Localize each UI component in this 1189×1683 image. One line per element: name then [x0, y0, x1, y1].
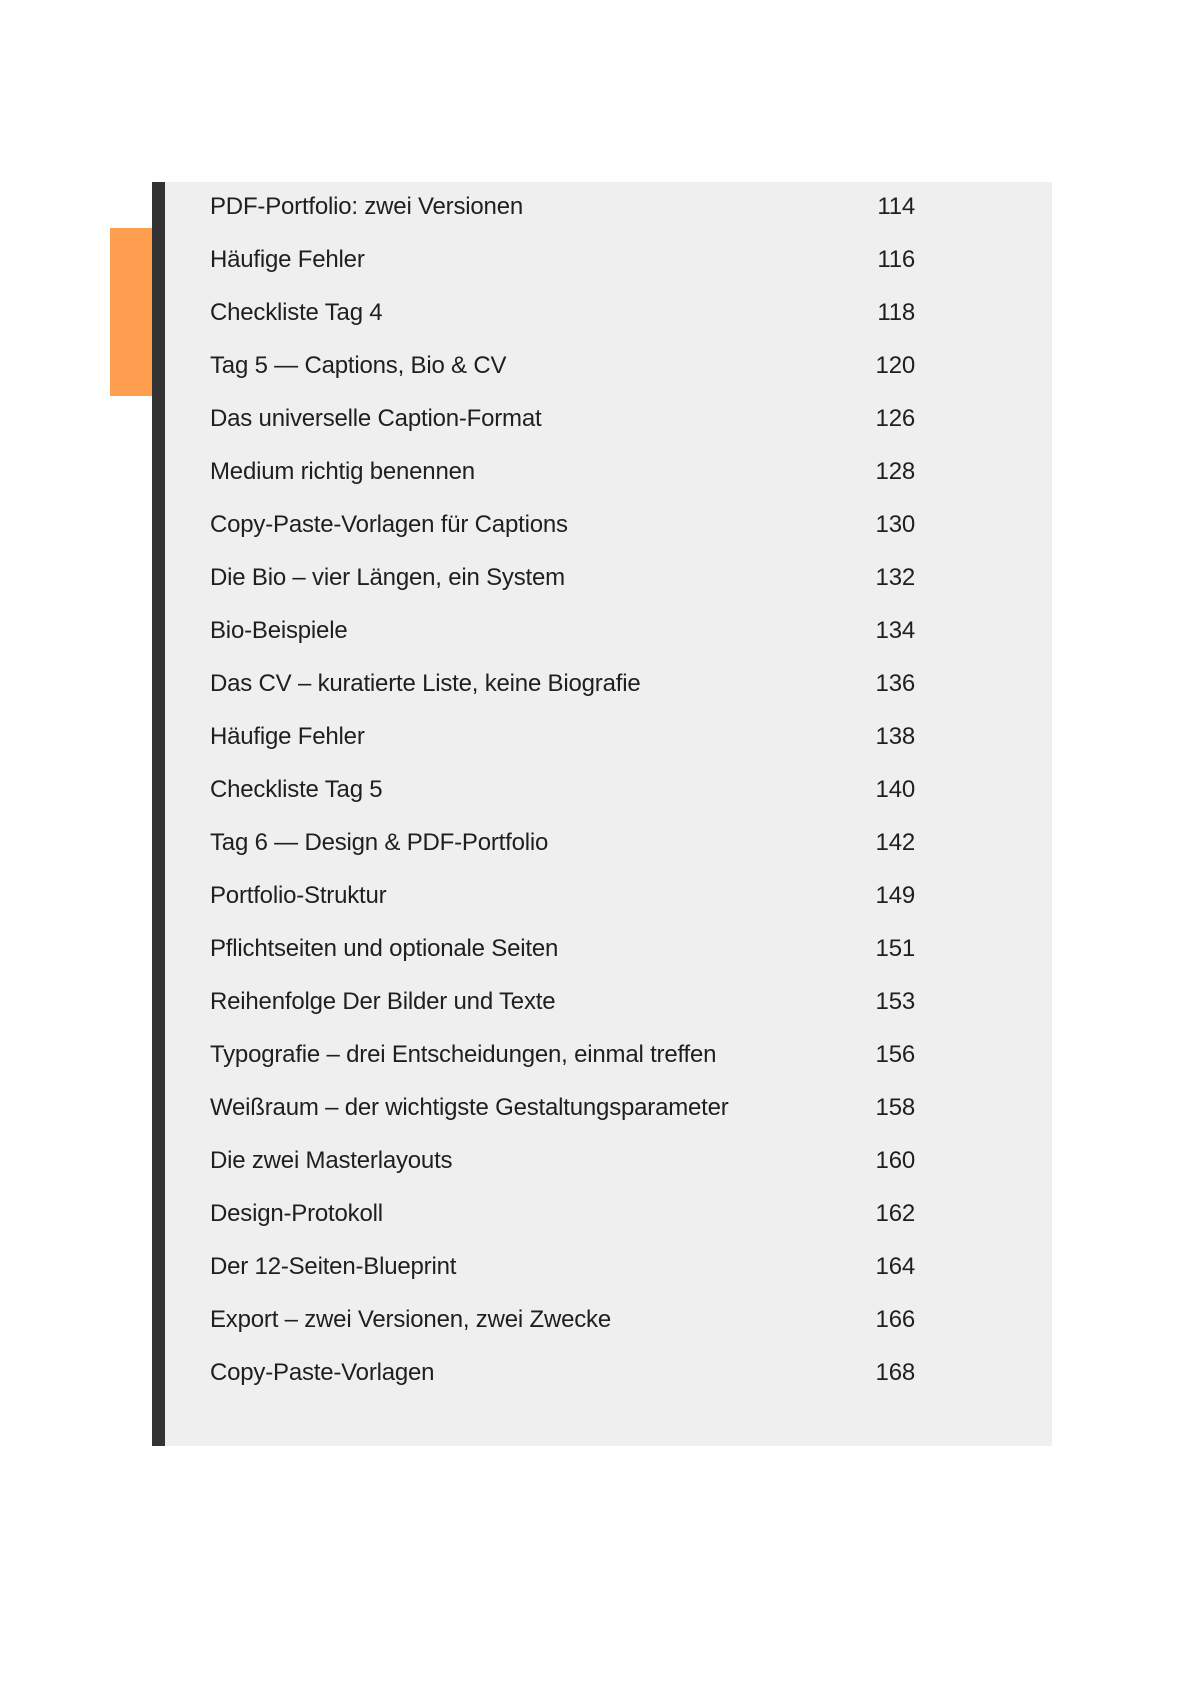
- toc-entry-page: 164: [875, 1252, 915, 1280]
- toc-entry-page: 114: [877, 192, 915, 220]
- toc-entry-title: Häufige Fehler: [210, 245, 365, 273]
- toc-entry-title: Typografie – drei Entscheidungen, einmal treffen: [210, 1040, 717, 1068]
- toc-entry-page: 162: [875, 1199, 915, 1227]
- toc-entry-title: Der 12-Seiten-Blueprint: [210, 1252, 457, 1280]
- toc-entry[interactable]: [210, 710, 915, 763]
- toc-entry-title: Design-Protokoll: [210, 1199, 383, 1227]
- toc-entry-page: 151: [875, 934, 915, 962]
- toc-entry-page: 142: [875, 828, 915, 856]
- toc-entry-page: 149: [875, 881, 915, 909]
- toc-entry[interactable]: [210, 657, 915, 710]
- toc-entry-page: 134: [875, 616, 915, 644]
- toc-entry-title: Das CV – kuratierte Liste, keine Biografie: [210, 669, 641, 697]
- toc-entry-page: 168: [875, 1358, 915, 1386]
- toc-entry-page: 126: [875, 404, 915, 432]
- toc-entry[interactable]: [210, 180, 915, 233]
- toc-entry-title: Pflichtseiten und optionale Seiten: [210, 934, 559, 962]
- toc-entry-page: 116: [877, 245, 915, 273]
- toc-entry-title: Reihenfolge Der Bilder und Texte: [210, 987, 556, 1015]
- toc-entry-page: 160: [875, 1146, 915, 1174]
- toc-entry-title: PDF-Portfolio: zwei Versionen: [210, 192, 523, 220]
- toc-entry-page: 136: [875, 669, 915, 697]
- toc-entry-title: Tag 5 — Captions, Bio & CV: [210, 351, 507, 379]
- toc-entry[interactable]: [210, 816, 915, 869]
- toc-entry-page: 158: [875, 1093, 915, 1121]
- toc-entry[interactable]: [210, 551, 915, 604]
- toc-entry[interactable]: [210, 1028, 915, 1081]
- toc-entry[interactable]: [210, 392, 915, 445]
- toc-entry-page: 130: [875, 510, 915, 538]
- toc-entry[interactable]: [210, 1346, 915, 1399]
- toc-entry-title: Bio-Beispiele: [210, 616, 348, 644]
- orange-accent-tab: [110, 228, 152, 396]
- toc-entry-page: 132: [875, 563, 915, 591]
- toc-entry[interactable]: [210, 975, 915, 1028]
- toc-entry[interactable]: [210, 286, 915, 339]
- toc-entry-title: Portfolio-Struktur: [210, 881, 387, 909]
- toc-entry-title: Checkliste Tag 5: [210, 775, 383, 803]
- toc-entry-title: Tag 6 — Design & PDF-Portfolio: [210, 828, 549, 856]
- toc-entry[interactable]: [210, 869, 915, 922]
- table-of-contents: [210, 180, 915, 1399]
- toc-entry[interactable]: [210, 445, 915, 498]
- toc-entry-page: 140: [875, 775, 915, 803]
- toc-entry-page: 118: [877, 298, 915, 326]
- toc-entry-title: Die zwei Masterlayouts: [210, 1146, 453, 1174]
- toc-entry-title: Export – zwei Versionen, zwei Zwecke: [210, 1305, 611, 1333]
- toc-entry-page: 120: [875, 351, 915, 379]
- toc-entry-title: Checkliste Tag 4: [210, 298, 383, 326]
- toc-entry[interactable]: [210, 1134, 915, 1187]
- toc-entry[interactable]: [210, 604, 915, 657]
- toc-entry[interactable]: [210, 922, 915, 975]
- toc-entry[interactable]: [210, 1240, 915, 1293]
- toc-entry-page: 166: [875, 1305, 915, 1333]
- toc-entry-title: Häufige Fehler: [210, 722, 365, 750]
- toc-entry[interactable]: [210, 1293, 915, 1346]
- toc-entry-page: 128: [875, 457, 915, 485]
- toc-entry-page: 153: [875, 987, 915, 1015]
- toc-entry-title: Das universelle Caption-Format: [210, 404, 542, 432]
- toc-entry[interactable]: [210, 1081, 915, 1134]
- toc-entry[interactable]: [210, 763, 915, 816]
- toc-entry[interactable]: [210, 339, 915, 392]
- toc-entry-title: Die Bio – vier Längen, ein System: [210, 563, 565, 591]
- toc-entry[interactable]: [210, 1187, 915, 1240]
- toc-entry[interactable]: [210, 498, 915, 551]
- toc-entry-page: 138: [875, 722, 915, 750]
- toc-entry-title: Medium richtig benennen: [210, 457, 475, 485]
- toc-entry-page: 156: [875, 1040, 915, 1068]
- toc-entry-title: Copy-Paste-Vorlagen für Captions: [210, 510, 568, 538]
- toc-entry-title: Weißraum – der wichtigste Gestaltungsparameter: [210, 1093, 729, 1121]
- toc-entry-title: Copy-Paste-Vorlagen: [210, 1358, 435, 1386]
- toc-entry[interactable]: [210, 233, 915, 286]
